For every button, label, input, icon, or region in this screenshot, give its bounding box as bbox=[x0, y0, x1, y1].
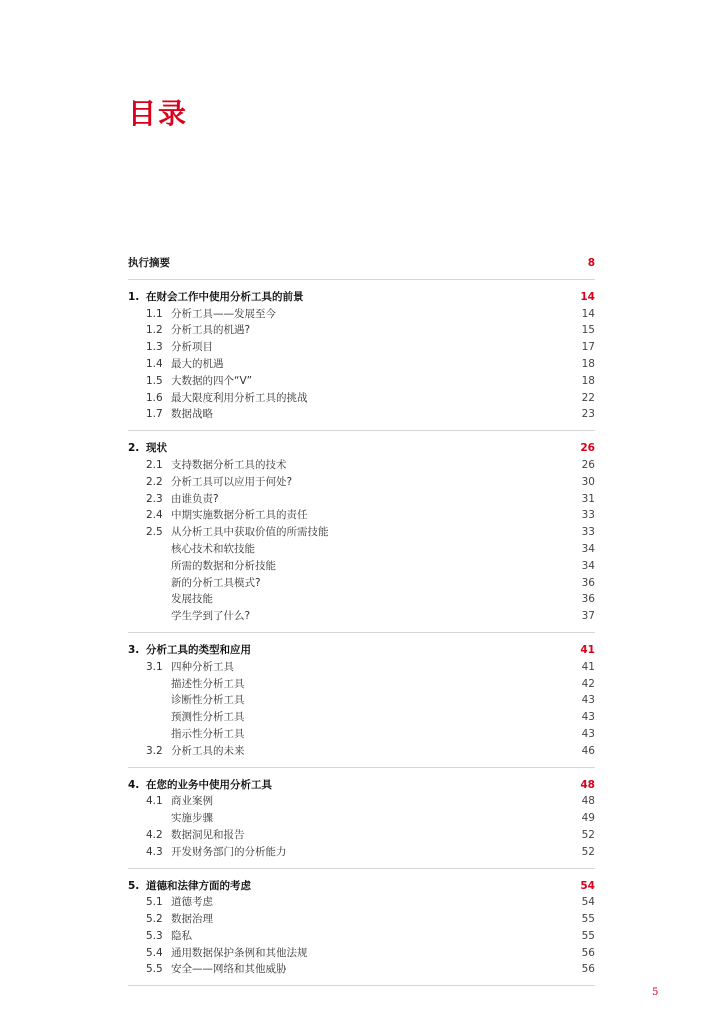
toc-entry-title: 安全——网络和其他威胁 bbox=[171, 963, 287, 976]
toc-entry[interactable] bbox=[128, 457, 595, 474]
toc-entry-number: 2.3 bbox=[146, 492, 163, 505]
toc-entry-page: 36 bbox=[581, 576, 595, 589]
divider bbox=[128, 430, 595, 431]
toc-entry-page: 56 bbox=[581, 946, 595, 959]
toc-entry-title: 执行摘要 bbox=[128, 257, 170, 269]
toc-entry-title: 诊断性分析工具 bbox=[171, 694, 245, 707]
table-of-contents bbox=[128, 255, 595, 995]
toc-entry-number: 1.7 bbox=[146, 408, 163, 421]
toc-entry-title: 分析项目 bbox=[171, 341, 213, 354]
toc-entry-number: 5.5 bbox=[146, 963, 163, 976]
toc-entry-page: 31 bbox=[581, 492, 595, 505]
toc-entry-page: 26 bbox=[581, 458, 595, 471]
toc-entry-title: 指示性分析工具 bbox=[171, 727, 245, 740]
toc-section-page: 54 bbox=[580, 879, 595, 892]
toc-entry-number: 5.3 bbox=[146, 929, 163, 942]
toc-entry-title: 学生学到了什么? bbox=[171, 610, 251, 623]
toc-entry[interactable] bbox=[128, 676, 595, 693]
toc-section-5[interactable] bbox=[128, 878, 595, 895]
toc-entry-page: 55 bbox=[581, 929, 595, 942]
toc-entry-number: 3.1 bbox=[146, 660, 163, 673]
toc-entry-page: 55 bbox=[581, 913, 595, 926]
toc-entry-page: 43 bbox=[581, 727, 595, 740]
toc-entry-title: 最大限度利用分析工具的挑战 bbox=[171, 391, 308, 404]
toc-entry-number: 1.6 bbox=[146, 391, 163, 404]
toc-entry[interactable] bbox=[128, 339, 595, 356]
toc-entry-number: 4.1 bbox=[146, 795, 163, 808]
toc-entry-page: 23 bbox=[581, 408, 595, 421]
toc-entry[interactable] bbox=[128, 709, 595, 726]
toc-entry-title: 隐私 bbox=[171, 929, 192, 942]
toc-entry-title: 发展技能 bbox=[171, 593, 213, 606]
toc-entry-page: 54 bbox=[581, 896, 595, 909]
divider bbox=[128, 985, 595, 986]
toc-section-number: 4. bbox=[128, 778, 140, 791]
toc-entry[interactable] bbox=[128, 474, 595, 491]
toc-entry[interactable] bbox=[128, 743, 595, 760]
toc-section-title: 现状 bbox=[146, 442, 167, 455]
toc-section-number: 5. bbox=[128, 879, 140, 892]
toc-entry-number: 5.2 bbox=[146, 913, 163, 926]
toc-entry-title: 商业案例 bbox=[171, 795, 213, 808]
toc-entry-page: 34 bbox=[581, 559, 595, 572]
toc-entry-page: 52 bbox=[581, 828, 595, 841]
toc-entry[interactable] bbox=[128, 692, 595, 709]
toc-entry-page: 34 bbox=[581, 542, 595, 555]
toc-entry[interactable] bbox=[128, 894, 595, 911]
toc-entry-page: 46 bbox=[581, 744, 595, 757]
toc-entry-page: 33 bbox=[581, 509, 595, 522]
toc-entry-number: 5.4 bbox=[146, 946, 163, 959]
toc-entry-title: 分析工具——发展至今 bbox=[171, 307, 276, 320]
toc-entry[interactable] bbox=[128, 541, 595, 558]
toc-entry-title: 由谁负责? bbox=[171, 492, 219, 505]
toc-entry-title: 所需的数据和分析技能 bbox=[171, 559, 276, 572]
toc-entry[interactable] bbox=[128, 827, 595, 844]
toc-entry-title: 从分析工具中获取价值的所需技能 bbox=[171, 526, 329, 539]
divider bbox=[128, 279, 595, 280]
toc-entry-page: 22 bbox=[581, 391, 595, 404]
toc-entry-number: 1.4 bbox=[146, 357, 163, 370]
toc-entry-title: 新的分析工具模式? bbox=[171, 576, 261, 589]
toc-entry-title: 核心技术和软技能 bbox=[171, 542, 255, 555]
toc-entry-page: 17 bbox=[581, 341, 595, 354]
toc-section-page: 48 bbox=[580, 778, 595, 791]
toc-entry-number: 4.3 bbox=[146, 845, 163, 858]
toc-entry-number: 2.2 bbox=[146, 475, 163, 488]
toc-entry[interactable] bbox=[128, 726, 595, 743]
toc-section-number: 2. bbox=[128, 442, 140, 455]
toc-section-number: 1. bbox=[128, 290, 140, 303]
toc-entry-title: 中期实施数据分析工具的责任 bbox=[171, 509, 308, 522]
page-number: 5 bbox=[652, 987, 659, 998]
toc-entry[interactable] bbox=[128, 608, 595, 625]
toc-section-1[interactable] bbox=[128, 289, 595, 306]
toc-entry-number: 1.2 bbox=[146, 324, 163, 337]
toc-entry[interactable] bbox=[128, 793, 595, 810]
toc-entry-page: 18 bbox=[581, 357, 595, 370]
toc-entry-page: 14 bbox=[581, 307, 595, 320]
toc-entry[interactable] bbox=[128, 524, 595, 541]
toc-entry-title: 支持数据分析工具的技术 bbox=[171, 458, 287, 471]
toc-section-page: 26 bbox=[580, 442, 595, 455]
toc-entry[interactable] bbox=[128, 373, 595, 390]
toc-section-title: 在您的业务中使用分析工具 bbox=[146, 778, 272, 791]
toc-entry-number: 1.3 bbox=[146, 341, 163, 354]
toc-entry-number: 5.1 bbox=[146, 896, 163, 909]
toc-section-page: 41 bbox=[580, 643, 595, 656]
toc-entry-title: 分析工具的未来 bbox=[171, 744, 245, 757]
toc-entry[interactable] bbox=[128, 659, 595, 676]
toc-entry[interactable] bbox=[128, 406, 595, 423]
toc-entry-number: 1.5 bbox=[146, 374, 163, 387]
toc-entry-page: 37 bbox=[581, 610, 595, 623]
toc-entry-page: 30 bbox=[581, 475, 595, 488]
toc-entry-page: 8 bbox=[587, 257, 595, 269]
toc-entry-page: 52 bbox=[581, 845, 595, 858]
toc-entry-title: 实施步骤 bbox=[171, 812, 213, 825]
toc-entry[interactable] bbox=[128, 322, 595, 339]
toc-entry-title: 描述性分析工具 bbox=[171, 677, 245, 690]
toc-entry-page: 48 bbox=[581, 795, 595, 808]
toc-entry[interactable] bbox=[128, 961, 595, 978]
toc-entry[interactable] bbox=[128, 591, 595, 608]
divider bbox=[128, 868, 595, 869]
toc-entry[interactable] bbox=[128, 306, 595, 323]
page-title: 目录 bbox=[128, 97, 189, 130]
toc-entry-number: 3.2 bbox=[146, 744, 163, 757]
toc-entry[interactable] bbox=[128, 491, 595, 508]
toc-entry[interactable] bbox=[128, 810, 595, 827]
toc-entry-title: 数据洞见和报告 bbox=[171, 828, 245, 841]
toc-section-title: 在财会工作中使用分析工具的前景 bbox=[146, 290, 304, 303]
toc-entry-page: 43 bbox=[581, 711, 595, 724]
toc-entry[interactable] bbox=[128, 507, 595, 524]
toc-entry[interactable] bbox=[128, 945, 595, 962]
toc-entry-title: 数据治理 bbox=[171, 913, 213, 926]
toc-entry-title: 通用数据保护条例和其他法规 bbox=[171, 946, 308, 959]
toc-entry-number: 2.4 bbox=[146, 509, 163, 522]
toc-entry[interactable] bbox=[128, 928, 595, 945]
toc-entry-title: 道德考虑 bbox=[171, 896, 213, 909]
toc-entry-page: 18 bbox=[581, 374, 595, 387]
toc-section-title: 分析工具的类型和应用 bbox=[146, 643, 251, 656]
toc-section-3[interactable] bbox=[128, 642, 595, 659]
toc-section-title: 道德和法律方面的考虑 bbox=[146, 879, 251, 892]
toc-entry-page: 43 bbox=[581, 694, 595, 707]
toc-entry[interactable] bbox=[128, 558, 595, 575]
divider bbox=[128, 632, 595, 633]
toc-entry-title: 四种分析工具 bbox=[171, 660, 234, 673]
toc-section-2[interactable] bbox=[128, 440, 595, 457]
toc-entry-page: 56 bbox=[581, 963, 595, 976]
toc-entry-executive-summary[interactable] bbox=[128, 255, 595, 272]
toc-entry-page: 41 bbox=[581, 660, 595, 673]
toc-entry-title: 数据战略 bbox=[171, 408, 213, 421]
toc-entry-number: 4.2 bbox=[146, 828, 163, 841]
toc-entry-page: 42 bbox=[581, 677, 595, 690]
toc-entry-title: 最大的机遇 bbox=[171, 357, 224, 370]
toc-entry[interactable] bbox=[128, 575, 595, 592]
toc-entry-page: 15 bbox=[581, 324, 595, 337]
toc-entry-title: 开发财务部门的分析能力 bbox=[171, 845, 287, 858]
toc-section-number: 3. bbox=[128, 643, 140, 656]
toc-entry-title: 预测性分析工具 bbox=[171, 711, 245, 724]
toc-entry[interactable] bbox=[128, 356, 595, 373]
toc-entry-number: 1.1 bbox=[146, 307, 163, 320]
toc-entry[interactable] bbox=[128, 390, 595, 407]
divider bbox=[128, 767, 595, 768]
toc-entry-page: 33 bbox=[581, 526, 595, 539]
toc-entry-number: 2.1 bbox=[146, 458, 163, 471]
toc-entry-title: 分析工具可以应用于何处? bbox=[171, 475, 293, 488]
toc-entry-title: 大数据的四个“V” bbox=[171, 374, 253, 387]
toc-entry[interactable] bbox=[128, 911, 595, 928]
toc-entry-page: 36 bbox=[581, 593, 595, 606]
toc-entry-page: 49 bbox=[581, 812, 595, 825]
toc-section-page: 14 bbox=[580, 290, 595, 303]
toc-entry-number: 2.5 bbox=[146, 526, 163, 539]
toc-entry[interactable] bbox=[128, 844, 595, 861]
toc-entry-title: 分析工具的机遇? bbox=[171, 324, 251, 337]
toc-section-4[interactable] bbox=[128, 777, 595, 794]
